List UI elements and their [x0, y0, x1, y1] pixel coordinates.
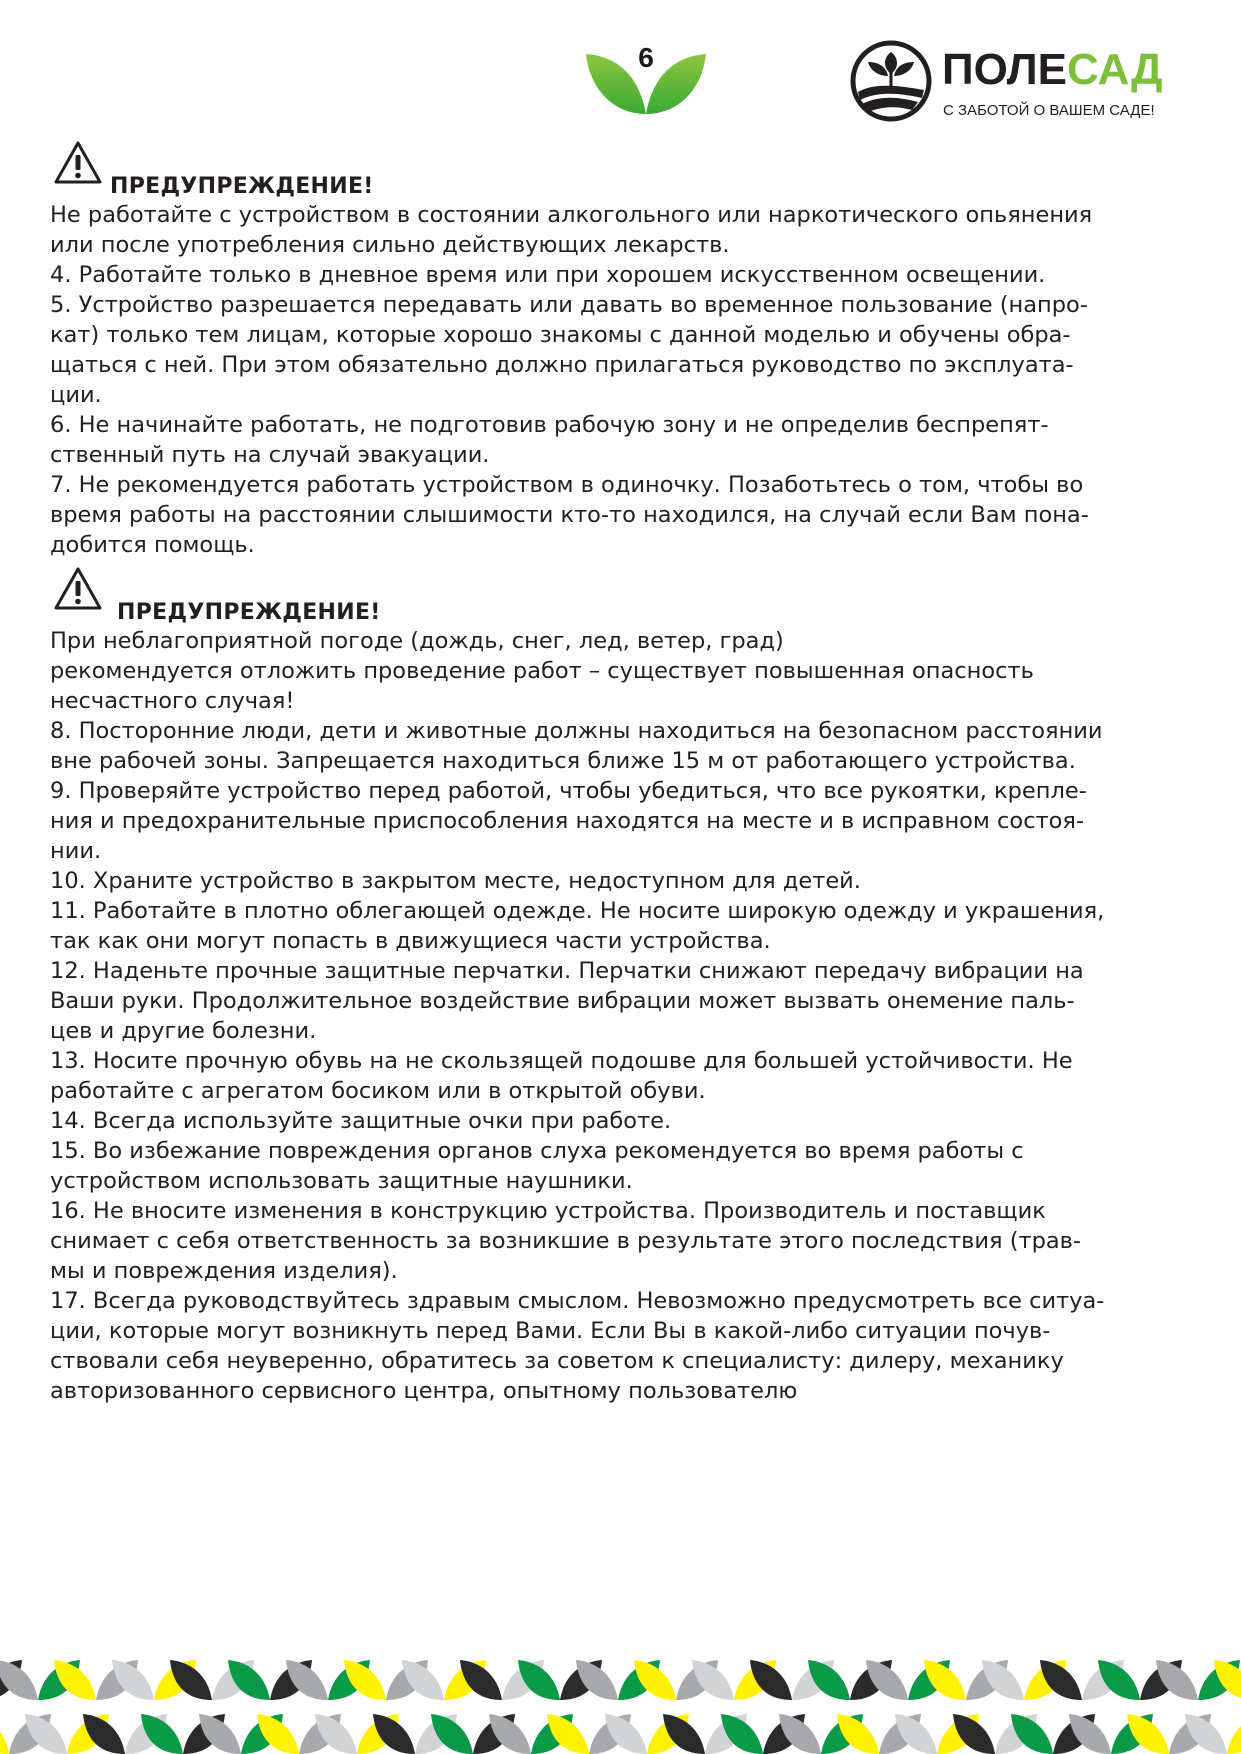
text-line: 8. Посторонние люди, дети и животные должны находиться на безопасном расстоянии — [50, 718, 1103, 744]
warning-1-text — [50, 200, 1200, 560]
text-line: 16. Не вносите изменения в конструкцию устройства. Производитель и поставщик — [50, 1198, 1046, 1224]
text-line: авторизованного сервисного центра, опытному пользователю — [50, 1378, 798, 1404]
text-line: ния и предохранительные приспособления находятся на месте и в исправном состоя- — [50, 808, 1085, 834]
page-number-badge — [584, 40, 708, 116]
text-line: вне рабочей зоны. Запрещается находиться ближе 15 м от работающего устройства. — [50, 748, 1076, 774]
text-line: ции, которые могут возникнуть перед Вами. Если Вы в какой-либо ситуации почув- — [50, 1318, 1051, 1344]
warning-heading-1 — [50, 140, 1200, 200]
leaf-pattern-icon — [0, 1660, 1241, 1754]
leaf-shape — [1227, 1714, 1241, 1754]
text-line: работайте с агрегатом босиком или в открытой обуви. — [50, 1078, 706, 1104]
text-line: так как они могут попасть в движущиеся части устройства. — [50, 928, 771, 954]
text-line: несчастного случая! — [50, 688, 295, 714]
text-line: 15. Во избежание повреждения органов слуха рекомендуется во время работы с — [50, 1138, 1024, 1164]
text-line: 11. Работайте в плотно облегающей одежде. Не носите широкую одежду и украшения, — [50, 898, 1105, 924]
text-line: Не работайте с устройством в состоянии алкогольного или наркотического опьянения — [50, 202, 1093, 228]
text-line: 13. Носите прочную обувь на не скользящей подошве для большей устойчивости. Не — [50, 1048, 1073, 1074]
brand-name-part1: ПОЛЕ — [942, 45, 1067, 94]
text-line: устройством использовать защитные наушники. — [50, 1168, 633, 1194]
text-line: цев и другие болезни. — [50, 1018, 317, 1044]
brand-tagline: С ЗАБОТОЙ О ВАШЕМ САДЕ! — [943, 102, 1155, 119]
text-line: время работы на расстоянии слышимости кто-то находился, на случай если Вам пона- — [50, 502, 1089, 528]
warning-heading-2 — [50, 566, 1200, 626]
text-line: ствовали себя неуверенно, обратитесь за советом к специалисту: дилеру, механику — [50, 1348, 1064, 1374]
text-line: рекомендуется отложить проведение работ – существует повышенная опасность — [50, 658, 1034, 684]
brand-name-part2: САД — [1066, 45, 1163, 94]
text-line: мы и повреждения изделия). — [50, 1258, 398, 1284]
text-line: ственный путь на случай эвакуации. — [50, 442, 490, 468]
text-line: нии. — [50, 838, 102, 864]
text-line: щаться с ней. При этом обязательно должно прилагаться руководство по эксплуата- — [50, 352, 1074, 378]
text-line: 17. Всегда руководствуйтесь здравым смыслом. Невозможно предусмотреть все ситуа- — [50, 1288, 1105, 1314]
text-line: 4. Работайте только в дневное время или при хорошем искусственном освещении. — [50, 262, 1046, 288]
warning-title-1: ПРЕДУПРЕЖДЕНИЕ! — [110, 174, 374, 199]
text-line: ции. — [50, 382, 102, 408]
warning-2-text — [50, 626, 1200, 1406]
text-line: 9. Проверяйте устройство перед работой, чтобы убедиться, что все рукоятки, крепле- — [50, 778, 1087, 804]
text-line: При неблагоприятной погоде (дождь, снег, лед, ветер, град) — [50, 628, 784, 654]
text-line: снимает с себя ответственность за возникшие в результате этого последствия (трав- — [50, 1228, 1082, 1254]
text-line: 10. Храните устройство в закрытом месте, недоступном для детей. — [50, 868, 861, 894]
brand-name — [942, 45, 1163, 94]
text-line: добится помощь. — [50, 532, 255, 558]
text-line: 14. Всегда используйте защитные очки при работе. — [50, 1108, 672, 1134]
warning-title-2: ПРЕДУПРЕЖДЕНИЕ! — [117, 600, 381, 625]
leaf-shape — [0, 1714, 9, 1754]
text-line: 6. Не начинайте работать, не подготовив рабочую зону и не определив беспрепят- — [50, 412, 1049, 438]
text-line: 5. Устройство разрешается передавать или давать во временное пользование (напро- — [50, 292, 1088, 318]
logo-emblem-icon — [850, 40, 932, 122]
text-line: 7. Не рекомендуется работать устройством в одиночку. Позаботьтесь о том, чтобы во — [50, 472, 1084, 498]
text-line: 12. Наденьте прочные защитные перчатки. Перчатки снижают передачу вибрации на — [50, 958, 1084, 984]
text-line: Ваши руки. Продолжительное воздействие вибрации может вызвать онемение паль- — [50, 988, 1075, 1014]
warning-triangle-icon — [53, 140, 103, 186]
text-line: или после употребления сильно действующих лекарств. — [50, 232, 730, 258]
brand-logo — [850, 40, 1180, 126]
footer-leaf-pattern — [0, 1660, 1241, 1754]
text-line: кат) только тем лицам, которые хорошо знакомы с данной моделью и обучены обра- — [50, 322, 1071, 348]
page-number: 6 — [638, 42, 654, 73]
warning-triangle-icon — [53, 566, 103, 612]
document-body — [50, 140, 1200, 1406]
